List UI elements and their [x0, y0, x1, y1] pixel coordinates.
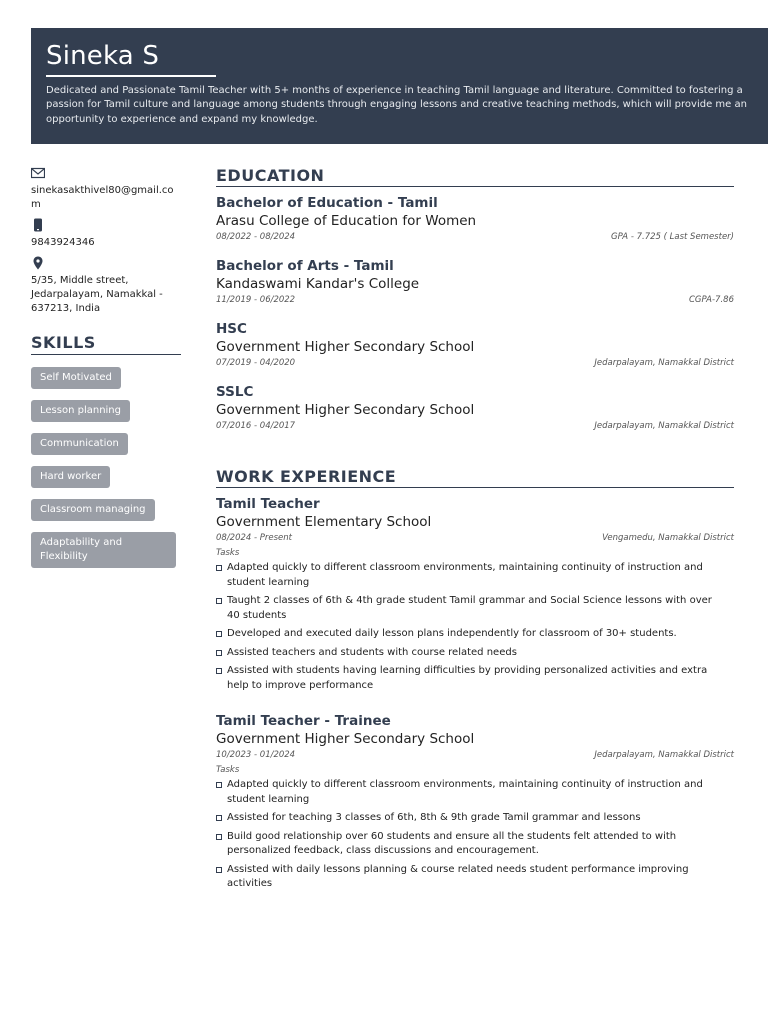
- skill-tag: Hard worker: [31, 466, 110, 488]
- skill-tag: Lesson planning: [31, 400, 130, 422]
- square-bullet-icon: [216, 598, 222, 604]
- square-bullet-icon: [216, 565, 222, 571]
- task-text: Assisted for teaching 3 classes of 6th, 8th & 9th grade Tamil grammar and lessons: [227, 812, 641, 823]
- main-content: [216, 166, 734, 896]
- task-item: [216, 863, 734, 892]
- task-list: [216, 778, 734, 892]
- entry-meta: [216, 749, 734, 762]
- task-item: [216, 778, 734, 807]
- task-item: [216, 830, 734, 859]
- work-entry: [216, 713, 734, 892]
- square-bullet-icon: [216, 782, 222, 788]
- square-bullet-icon: [216, 815, 222, 821]
- task-text: Adapted quickly to different classroom environments, maintaining continuity of instruction and student learning: [227, 562, 703, 588]
- entry-meta: [216, 420, 734, 433]
- phone-icon: [31, 218, 45, 232]
- square-bullet-icon: [216, 650, 222, 656]
- work-list: [216, 496, 734, 892]
- employer-name: Government Elementary School: [216, 514, 432, 530]
- skill-tag: Communication: [31, 433, 128, 455]
- task-item: [216, 811, 734, 826]
- job-title: Tamil Teacher - Trainee: [216, 713, 391, 729]
- square-bullet-icon: [216, 668, 222, 674]
- skill-tag: Classroom managing: [31, 499, 155, 521]
- address-text: 5/35, Middle street, Jedarpalayam, Namakkal - 637213, India: [31, 275, 163, 314]
- square-bullet-icon: [216, 867, 222, 873]
- profile-summary: Dedicated and Passionate Tamil Teacher with 5+ months of experience in teaching Tamil language and literature. Committed to fostering a passion for Tamil culture and language among students through engaging lessons and creative teaching methods, which will provide me an opportunity to experience and expand my knowledge.: [46, 85, 747, 125]
- entry-meta: [216, 532, 734, 545]
- entry-note: GPA - 7.725 ( Last Semester): [611, 232, 734, 242]
- tasks-label: Tasks: [216, 765, 240, 775]
- task-item: [216, 664, 734, 693]
- envelope-icon: [31, 166, 45, 180]
- institution-name: Government Higher Secondary School: [216, 402, 475, 418]
- job-title: Tamil Teacher: [216, 496, 320, 512]
- work-entry: [216, 496, 734, 693]
- education-entry: [216, 384, 734, 433]
- sidebar: [31, 166, 181, 568]
- work-experience-heading: WORK EXPERIENCE: [216, 467, 734, 488]
- task-text: Developed and executed daily lesson plans independently for classroom of 30+ students.: [227, 628, 677, 639]
- task-list: [216, 561, 734, 693]
- degree-title: Bachelor of Arts - Tamil: [216, 258, 394, 274]
- skills-list: [31, 356, 181, 568]
- skill-tag: Adaptability and Flexibility: [31, 532, 176, 568]
- education-heading: EDUCATION: [216, 166, 734, 187]
- task-item: [216, 561, 734, 590]
- location-pin-icon: [31, 256, 45, 270]
- phone-text[interactable]: 9843924346: [31, 237, 95, 248]
- task-text: Build good relationship over 60 students and ensure all the students felt attended to with personalized feedback, class discussions and encouragement.: [227, 830, 677, 856]
- tasks-label: Tasks: [216, 548, 240, 558]
- entry-meta: [216, 294, 734, 307]
- entry-meta: [216, 231, 734, 244]
- degree-title: Bachelor of Education - Tamil: [216, 195, 438, 211]
- entry-dates: 07/2019 - 04/2020: [216, 358, 296, 368]
- employer-name: Government Higher Secondary School: [216, 731, 475, 747]
- candidate-name: Sineka S: [46, 41, 160, 71]
- institution-name: Arasu College of Education for Women: [216, 213, 477, 229]
- education-entry: [216, 258, 734, 307]
- task-item: [216, 594, 734, 623]
- name-underline: [46, 75, 216, 77]
- task-text: Assisted teachers and students with course related needs: [227, 646, 517, 658]
- entry-meta: [216, 357, 734, 370]
- entry-note: CGPA-7.86: [688, 295, 734, 305]
- task-text: Taught 2 classes of 6th & 4th grade student Tamil grammar and Social Science lessons with over 40 students: [227, 595, 712, 621]
- institution-name: Government Higher Secondary School: [216, 339, 475, 355]
- entry-dates: 10/2023 - 01/2024: [216, 750, 296, 760]
- task-text: Assisted with students having learning difficulties by providing personalized activities and extra help to improve performance: [227, 665, 708, 691]
- entry-dates: 07/2016 - 04/2017: [216, 421, 296, 431]
- square-bullet-icon: [216, 631, 222, 637]
- square-bullet-icon: [216, 834, 222, 840]
- degree-title: HSC: [216, 321, 247, 337]
- entry-dates: 11/2019 - 06/2022: [216, 295, 296, 305]
- education-list: [216, 195, 734, 433]
- degree-title: SSLC: [216, 384, 254, 400]
- task-item: [216, 627, 734, 642]
- task-item: [216, 646, 734, 661]
- education-entry: [216, 321, 734, 370]
- resume-header: [31, 28, 768, 144]
- entry-note: Jedarpalayam, Namakkal District: [594, 358, 734, 368]
- task-text: Assisted with daily lessons planning & course related needs student performance improving activities: [227, 863, 689, 889]
- task-text: Adapted quickly to different classroom environments, maintaining continuity of instruction and student learning: [227, 779, 703, 805]
- skill-tag: Self Motivated: [31, 367, 121, 389]
- entry-location: Jedarpalayam, Namakkal District: [594, 750, 734, 760]
- entry-dates: 08/2022 - 08/2024: [216, 232, 296, 242]
- institution-name: Kandaswami Kandar's College: [216, 276, 420, 292]
- email-text[interactable]: sinekasakthivel80@gmail.com: [31, 185, 174, 210]
- skills-heading: SKILLS: [31, 333, 181, 355]
- entry-note: Jedarpalayam, Namakkal District: [594, 421, 734, 431]
- education-entry: [216, 195, 734, 244]
- entry-location: Vengamedu, Namakkal District: [602, 533, 734, 543]
- entry-dates: 08/2024 - Present: [216, 533, 293, 543]
